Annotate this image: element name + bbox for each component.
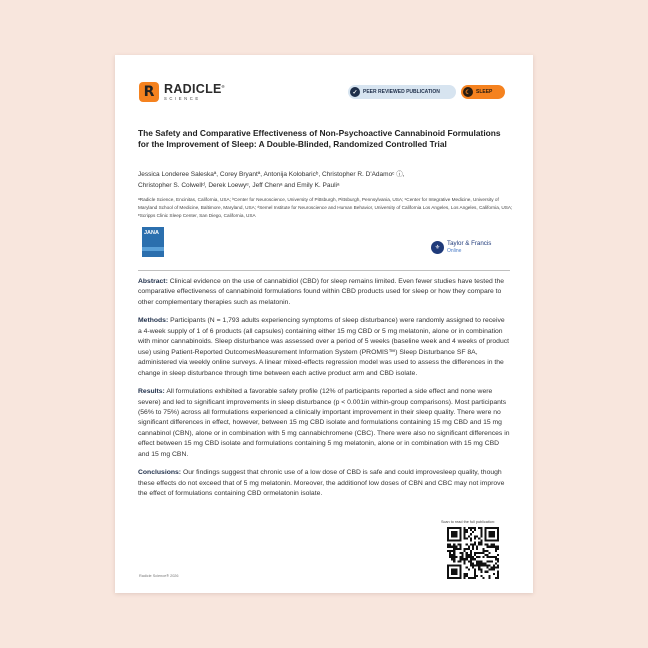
results-paragraph: [138, 387, 510, 460]
logo-wordmark: [164, 83, 225, 102]
conclusions-paragraph: [138, 468, 510, 499]
brand-name: RADICLE: [164, 81, 222, 96]
brand-sub: SCIENCE: [164, 96, 201, 102]
journal-cover-stripe: [142, 247, 164, 251]
abstract-section: [138, 277, 510, 508]
taylor-francis-icon: ⚜: [431, 241, 444, 254]
qr-code[interactable]: [447, 527, 499, 579]
peer-reviewed-label: PEER REVIEWED PUBLICATION: [363, 89, 440, 95]
section-divider: [138, 270, 510, 271]
peer-review-icon: ✓: [350, 87, 360, 97]
peer-reviewed-badge: [348, 85, 456, 99]
journal-label: JANA: [144, 230, 159, 236]
registered-mark: ®: [221, 83, 225, 89]
publisher-sub: Online: [447, 247, 462, 254]
abstract-label: Abstract:: [138, 278, 168, 285]
results-text: All formulations exhibited a favorable safety profile (12% of participants reported a side effect and none were severe) and led to significant improvements in sleep disturbance (p < 0.001in within-group comparisons). Most participants (56% to 75%) across all formulations experienced a clinically important improvement in their sleep quality. There were no significant differences in effect, however, between 15 mg CBD isolate and formulations containing 15 mg CBD and 15 mg cannabinol (CBN), alone or in combination with 5 mg cannabichromene (CBC). There were also no significant differences in effect between 15 mg CBD isolate and formulations containing 5 mg melatonin, alone or in combination with 15 mg CBD and 15 mg CBN.: [138, 388, 510, 458]
logo-letter: R: [143, 84, 155, 100]
methods-label: Methods:: [138, 317, 169, 325]
radicle-logo[interactable]: [139, 80, 225, 104]
authors-line-1: Jessica Londeree Saleskaª, Corey Bryantª, Antonija Kolobaricᵇ, Christopher R. D'Adamoᶜ ⓘ,: [138, 171, 405, 178]
author-list: [138, 170, 513, 191]
methods-paragraph: [138, 316, 510, 379]
results-label: Results:: [138, 388, 165, 396]
abstract-paragraph: [138, 277, 510, 308]
paper-flyer: [115, 55, 533, 593]
moon-icon: ☾: [463, 87, 473, 97]
sleep-badge: [461, 85, 505, 99]
publisher-name: Taylor & Francis: [447, 240, 492, 248]
authors-line-2: Christopher S. Colwellᵈ, Derek Loewyᵉ, Jeff Chenᵃ and Emily K. Pauliᵃ: [138, 181, 340, 189]
sleep-label: SLEEP: [476, 89, 493, 95]
conclusions-text: Our findings suggest that chronic use of a low dose of CBD is safe and could improvesleep quality, though these effects do not exceed that of 5 mg melatonin. Moreover, the additionof low doses of CBN and CBC may not improve the effect of formulations containing CBD ormelatonin isolate.: [138, 469, 505, 498]
footer-copyright: Radicle Science® 2026: [139, 574, 179, 578]
paper-title: The Safety and Comparative Effectiveness of Non-Psychoactive Cannabinoid Formulations for the Improvement of Sleep: A Double-Blinded, Randomized Controlled Trial: [138, 128, 501, 150]
abstract-text: Clinical evidence on the use of cannabidiol (CBD) for sleep remains limited. Even fewer studies have tested the comparative effectiveness of cannabinoid formulations found within CBD products used for sleep or how they compare to other complementary therapies such as melatonin.: [138, 278, 505, 306]
journal-cover-thumbnail: [142, 227, 164, 257]
radicle-logo-mark: [139, 82, 159, 102]
affiliations: ᵃRadicle Science, Encinitas, California, USA; ᵇCenter for Neuroscience, University of Pittsburgh, Pittsburgh, Pennsylvania, USA; ᶜCenter for Integrative Medicine, University of Maryland School of Medicine, Baltimore, Maryland, USA; ᵈSemel Institute for Neuroscience and Human Behavior, University of California Los Angeles, Los Angeles, California, USA; ᵉScripps Clinic Sleep Center, San Diego, California, USA: [138, 197, 513, 218]
methods-text: Participants (N = 1,793 adults experiencing symptoms of sleep disturbance) were randomly assigned to receive a 4-week supply of 1 of 6 products (all capsules) containing either 15 mg CBD or 5 mg melatonin, alone or in combination with minor cannabinoids. Sleep disturbance was assessed over a period of 5 weeks (baseline week and 4 weeks of product use) using Patient-Reported OutcomesMeasurement Information System (PROMIS™) Sleep Disturbance SF 8A, administered via weekly online surveys. A linear mixed-effects regression model was used to assess the differences in the change in sleep disturbance through time between each active product arm and CBD isolate.: [138, 317, 510, 377]
conclusions-label: Conclusions:: [138, 469, 182, 477]
scan-label: Scan to read the full publication:: [441, 520, 496, 524]
publisher-logo: [431, 241, 491, 254]
